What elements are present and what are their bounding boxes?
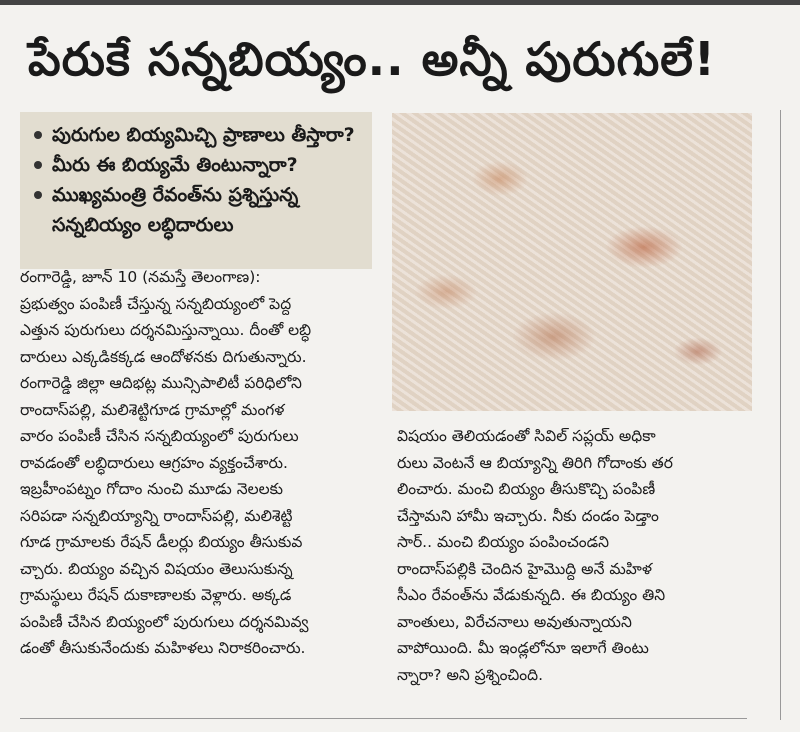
bottom-rule	[20, 718, 747, 719]
article-line: విషయం తెలియడంతో సివిల్ సప్లయ్ అధికా	[397, 427, 656, 445]
bullet-text: మీరు ఈ బియ్యమే తింటున్నారా?	[52, 154, 298, 176]
article-line: సీఎం రేవంత్‌ను వేడుకున్నది. ఈ బియ్యం తిని	[397, 586, 666, 604]
article-line: ఎత్తున పురుగులు దర్శనమిస్తున్నాయి. దీంతో లబ్ధి	[20, 321, 312, 339]
article-line: రాందాస్‌పల్లి, మలిశెట్టిగూడ గ్రామాల్లో మంగళ	[20, 400, 285, 419]
bullet-text: పురుగుల బియ్యమిచ్చి ప్రాణాలు తీస్తారా?	[52, 124, 355, 146]
article-line: చ్చారు. బియ్యం వచ్చిన విషయం తెలుసుకున్న	[20, 559, 293, 578]
article-line: సార్.. మంచి బియ్యం పంపించండని	[397, 533, 610, 551]
article-line: గ్రామస్థులు రేషన్ దుకాణాలకు వెళ్లారు. అక్కడ	[20, 586, 292, 604]
bullet-dot-icon	[34, 191, 42, 199]
article-line: వాంతులు, విరేచనాలు అవుతున్నాయని	[397, 612, 632, 631]
article-line: రులు వెంటనే ఆ బియ్యాన్ని తిరిగి గోదాంకు తర	[397, 453, 673, 472]
article-column-left	[20, 264, 372, 662]
headline: పేరుకే సన్నబియ్యం.. అన్నీ పురుగులే!	[28, 32, 716, 86]
bullet-item	[30, 120, 364, 150]
bullet-dot-icon	[34, 161, 42, 169]
bullet-item	[30, 150, 364, 180]
bullet-box	[20, 112, 372, 269]
article-line: రాందాస్‌పల్లికి చెందిన హైమొద్ది అనే మహిళ	[397, 559, 652, 578]
article-line: డంతో తీసుకునేందుకు మహిళలు నిరాకరించారు.	[20, 639, 306, 657]
article-line: ఇబ్రహీంపట్నం గోదాం నుంచి మూడు నెలలకు	[20, 480, 284, 498]
article-line: లించారు. మంచి బియ్యం తీసుకొచ్చి పంపిణీ	[397, 480, 656, 498]
article-line: రావడంతో లబ్ధిదారులు ఆగ్రహం వ్యక్తంచేశారు.	[20, 453, 288, 472]
article-line: రంగారెడ్డి జిల్లా ఆదిభట్ల మున్సిపాలిటీ పరిధిలోని	[20, 374, 302, 392]
article-line: న్నారా? అని ప్రశ్నించింది.	[397, 665, 544, 684]
bullet-dot-icon	[34, 131, 42, 139]
article-line: సరిపడా సన్నబియ్యాన్ని రాందాస్‌పల్లి, మలిశెట్టి	[20, 506, 293, 525]
article-line: చేస్తామని హామీ ఇచ్చారు. నీకు దండం పెడ్తాం	[397, 506, 659, 525]
rice-photo	[392, 113, 752, 411]
article-line: పంపిణీ చేసిన బియ్యంలో పురుగులు దర్శనమివ్వ	[20, 612, 309, 631]
article-column-middle	[397, 423, 747, 688]
bullet-text: ముఖ్యమంత్రి రేవంత్‌ను ప్రశ్నిస్తున్న సన్నబియ్యం లబ్ధిదారులు	[52, 184, 299, 236]
top-rule	[0, 0, 800, 5]
bullet-item	[30, 180, 364, 240]
column-divider	[780, 110, 781, 720]
article-line: రంగారెడ్డి, జూన్ 10 (నమస్తే తెలంగాణ):	[20, 268, 261, 286]
article-line: వాపోయింది. మీ ఇండ్లలోనూ ఇలాగే తింటు	[397, 639, 649, 657]
article-line: ప్రభుత్వం పంపిణీ చేస్తున్న సన్నబియ్యంలో పెద్ద	[20, 294, 292, 313]
article-line: గూడ గ్రామాలకు రేషన్ డీలర్లు బియ్యం తీసుకువ	[20, 533, 303, 551]
article-line: దారులు ఎక్కడికక్కడ ఆందోళనకు దిగుతున్నారు.	[20, 347, 307, 366]
article-line: వారం పంపిణీ చేసిన సన్నబియ్యంలో పురుగులు	[20, 427, 299, 445]
